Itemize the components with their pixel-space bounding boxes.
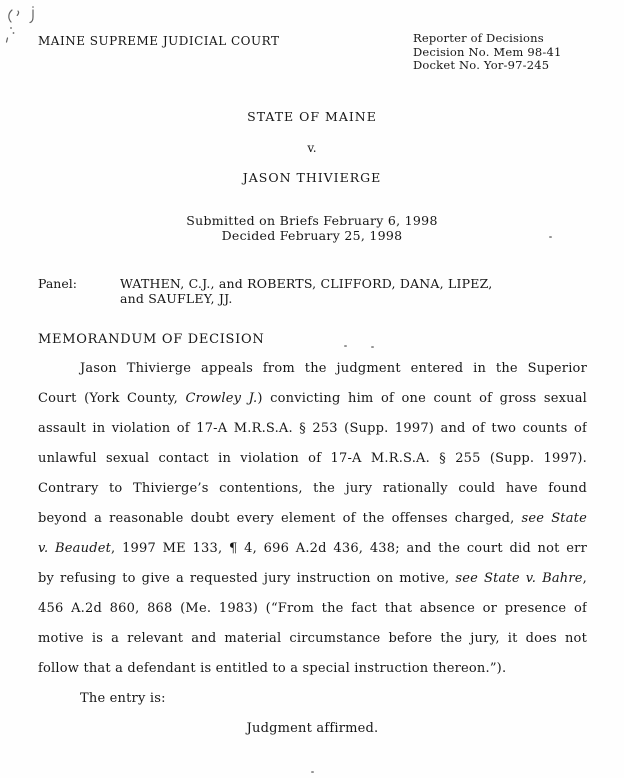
body-text: unlawful sexual contact in violation of 17-A M.R.S.A. § 255 (Supp. 1997). (38, 451, 587, 466)
disposition-line (38, 714, 587, 744)
scan-noise-dot (371, 346, 374, 348)
memorandum-heading: MEMORANDUM OF DECISION (38, 332, 265, 347)
date-block (0, 213, 624, 243)
body-text: Court (York County, (38, 391, 186, 406)
body-line (38, 354, 587, 384)
decision-number: Decision No. Mem 98-41 (413, 44, 562, 59)
panel-members-line: and SAUFLEY, JJ. (120, 291, 233, 306)
reporter-block (413, 32, 562, 73)
body-line (38, 384, 587, 414)
versus-label: v. (307, 141, 317, 155)
body-text: The entry is: (80, 691, 166, 706)
body-text: motive is a relevant and material circumstance before the jury, it does not (38, 631, 587, 646)
body-text: follow that a defendant is entitled to a special instruction thereon.”). (38, 661, 507, 676)
court-name: MAINE SUPREME JUDICIAL COURT (38, 34, 280, 48)
citation-italic-text: see State (521, 511, 587, 526)
body-text: 456 A.2d 860, 868 (Me. 1983) (“From the fact that absence or presence of (38, 601, 587, 616)
entry-line (38, 684, 587, 714)
body-text: by refusing to give a requested jury instruction on motive, (38, 571, 456, 586)
body-line (38, 414, 587, 444)
body-line (38, 534, 587, 564)
body-line (38, 564, 587, 594)
case-party-state: STATE OF MAINE (247, 109, 377, 124)
citation-italic-text: see State v. Bahre (455, 571, 583, 586)
docket-number: Docket No. Yor-97-245 (413, 58, 550, 72)
body-text: , (582, 571, 587, 586)
memorandum-body (38, 354, 587, 744)
body-line (38, 504, 587, 534)
body-text: Contrary to Thivierge’s contentions, the jury rationally could have found (38, 481, 587, 496)
citation-italic-text: v. Beaudet (38, 541, 112, 556)
panel-members (120, 276, 492, 306)
body-line (38, 474, 587, 504)
body-line (38, 654, 587, 684)
body-text: , 1997 ME 133, ¶ 4, 696 A.2d 436, 438; and the court did not err (111, 541, 587, 556)
body-text: beyond a reasonable doubt every element of the offenses charged, (38, 511, 522, 526)
body-text: Jason Thivierge appeals from the judgment entered in the Superior (80, 361, 587, 376)
scan-noise-dot (344, 345, 347, 347)
body-line (38, 624, 587, 654)
panel-label: Panel: (38, 276, 77, 291)
citation-italic-text: Crowley J. (185, 391, 258, 406)
body-text: ) convicting him of one count of gross sexual (257, 391, 587, 406)
scan-noise-dot (311, 771, 314, 773)
case-party-defendant: JASON THIVIERGE (242, 170, 382, 185)
body-line (38, 594, 587, 624)
body-line (38, 444, 587, 474)
panel-members-line: WATHEN, C.J., and ROBERTS, CLIFFORD, DANA, LIPEZ, (120, 276, 493, 291)
body-text: Judgment affirmed. (246, 721, 379, 736)
decided-date: Decided February 25, 1998 (221, 228, 403, 243)
reporter-of-decisions: Reporter of Decisions (413, 31, 544, 45)
body-text: assault in violation of 17-A M.R.S.A. § 253 (Supp. 1997) and of two counts of (38, 421, 587, 436)
submitted-date: Submitted on Briefs February 6, 1998 (186, 213, 438, 228)
